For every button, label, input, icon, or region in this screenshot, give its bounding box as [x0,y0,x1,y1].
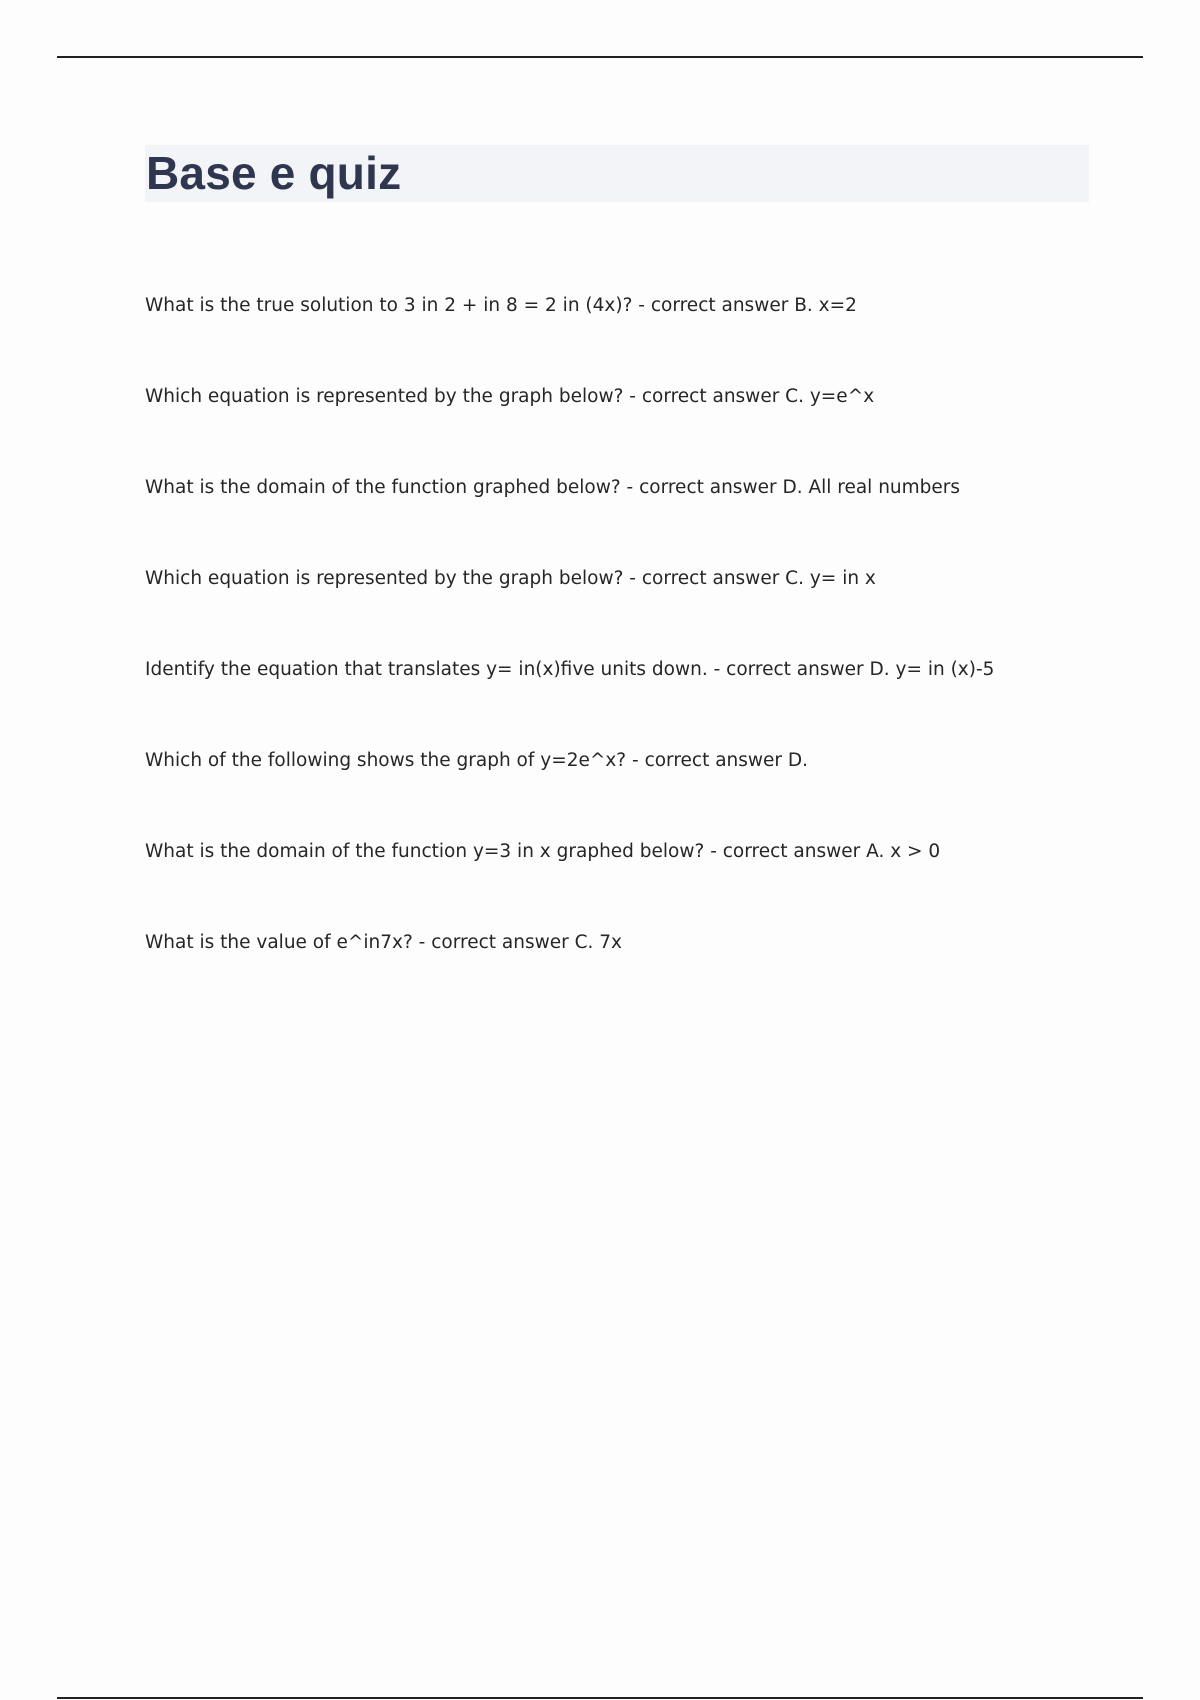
question-item: What is the domain of the function y=3 in x graphed below? - correct answer A. x > 0 [145,841,941,862]
top-rule [57,56,1143,58]
question-item: Which of the following shows the graph of y=2e^x? - correct answer D. [145,750,809,771]
question-item: Identify the equation that translates y= in(x)five units down. - correct answer D. y= in (x)-5 [145,659,995,680]
question-list [145,290,1105,1018]
question-item: What is the domain of the function graphed below? - correct answer D. All real numbers [145,477,961,498]
question-item: Which equation is represented by the graph below? - correct answer C. y= in x [145,568,876,589]
bottom-rule [57,1697,1143,1699]
question-item: Which equation is represented by the graph below? - correct answer C. y=e^x [145,386,875,407]
page-title: Base e quiz [146,147,402,199]
question-item: What is the true solution to 3 in 2 + in 8 = 2 in (4x)? - correct answer B. x=2 [145,295,857,316]
question-item: What is the value of e^in7x? - correct answer C. 7x [145,932,622,953]
